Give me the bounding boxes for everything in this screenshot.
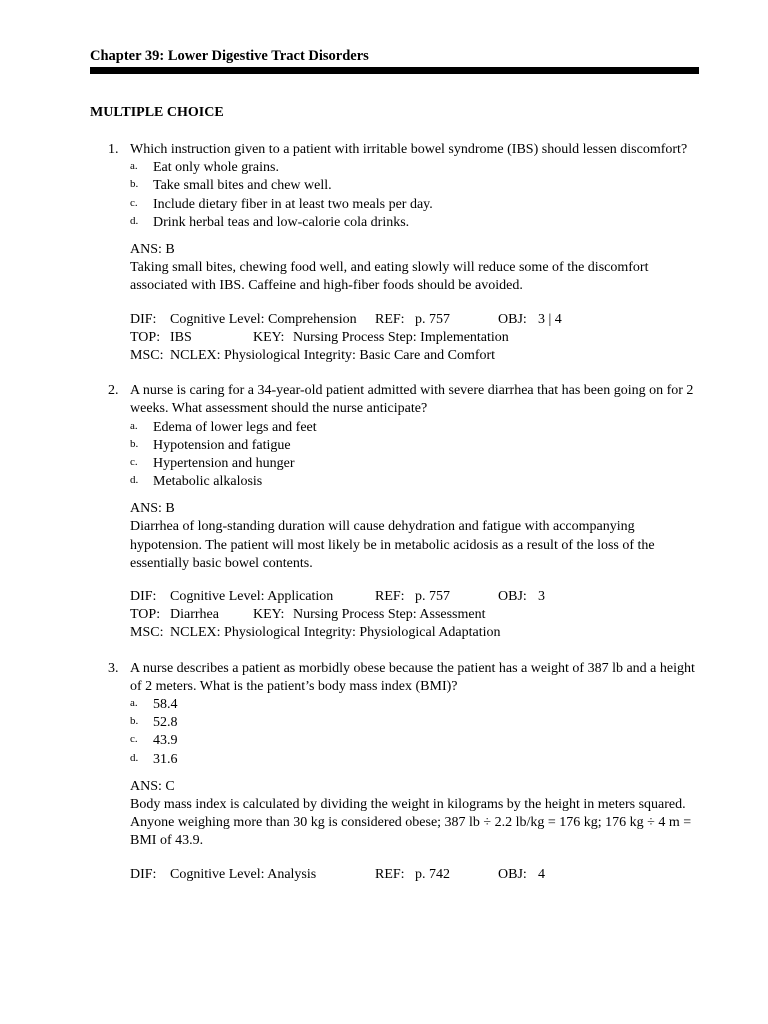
key-value: Nursing Process Step: Implementation: [293, 329, 509, 345]
option-letter: c.: [130, 455, 138, 468]
obj-label: OBJ:: [498, 589, 527, 605]
option-c: [130, 455, 700, 473]
meta-row-dif: [130, 311, 700, 329]
option-text: Include dietary fiber in at least two meals per day.: [153, 196, 433, 212]
document-page: [90, 46, 700, 884]
top-label: TOP:: [130, 329, 161, 345]
option-text: Eat only whole grains.: [153, 160, 279, 176]
obj-value: 3 | 4: [538, 311, 562, 327]
option-text: Take small bites and chew well.: [153, 178, 332, 194]
ref-value: p. 757: [415, 311, 450, 327]
obj-label: OBJ:: [498, 311, 527, 327]
answer-options: [130, 696, 700, 769]
option-letter: b.: [130, 178, 139, 191]
dif-label: DIF:: [130, 589, 157, 605]
option-a: [130, 696, 700, 714]
title-rule: [90, 67, 699, 74]
option-letter: a.: [130, 160, 138, 173]
option-letter: d.: [130, 214, 139, 227]
msc-label: MSC:: [130, 347, 164, 363]
question-stem: A nurse describes a patient as morbidly obese because the patient has a weight of 387 lb and a height of 2 meters. What is the patient’s body mass index (BMI)?: [130, 660, 695, 694]
option-letter: a.: [130, 697, 138, 710]
top-value: Diarrhea: [170, 607, 219, 623]
answer-options: [130, 159, 700, 232]
meta-row-dif: [130, 588, 700, 606]
ref-value: p. 757: [415, 589, 450, 605]
option-text: Edema of lower legs and feet: [153, 419, 317, 435]
option-b: [130, 714, 700, 732]
obj-value: 3: [538, 589, 545, 605]
question-metadata: [130, 866, 700, 884]
option-b: [130, 177, 700, 195]
msc-label: MSC:: [130, 625, 164, 641]
option-a: [130, 419, 700, 437]
top-value: IBS: [170, 329, 192, 345]
option-text: Metabolic alkalosis: [153, 474, 263, 490]
answer-options: [130, 419, 700, 492]
option-text: Hypotension and fatigue: [153, 437, 291, 453]
obj-label: OBJ:: [498, 866, 527, 882]
option-letter: c.: [130, 733, 138, 746]
answer-key: ANS: B: [130, 241, 175, 257]
dif-label: DIF:: [130, 866, 157, 882]
rationale: Taking small bites, chewing food well, and eating slowly will reduce some of the discomfort associated with IBS. Caffeine and high-fiber foods should be avoided.: [130, 260, 649, 294]
key-label: KEY:: [253, 329, 285, 345]
rationale: Body mass index is calculated by dividing the weight in kilograms by the height in meters squared. Anyone weighing more than 30 kg is considered obese; 387 lb ÷ 2.2 lb/kg = 176 kg; 176 kg ÷ 4 m = BMI of 43.9.: [130, 797, 692, 849]
rationale: Diarrhea of long-standing duration will cause dehydration and fatigue with accompanying hypotension. The patient will most likely be in metabolic acidosis as a result of the loss of the essentially basic bowel contents.: [130, 519, 655, 571]
dif-value: Cognitive Level: Comprehension: [170, 311, 357, 327]
meta-row-top: [130, 329, 700, 347]
option-text: Hypertension and hunger: [153, 455, 295, 471]
option-c: [130, 196, 700, 214]
option-d: [130, 473, 700, 491]
question-metadata: [130, 588, 700, 643]
meta-row-top: [130, 606, 700, 624]
ref-value: p. 742: [415, 866, 450, 882]
option-letter: b.: [130, 715, 139, 728]
section-heading: MULTIPLE CHOICE: [90, 105, 224, 120]
dif-value: Cognitive Level: Analysis: [170, 866, 317, 882]
chapter-title: Chapter 39: Lower Digestive Tract Disorders: [90, 48, 369, 64]
answer-key: ANS: C: [130, 778, 175, 794]
option-letter: d.: [130, 751, 139, 764]
question-stem: A nurse is caring for a 34-year-old patient admitted with severe diarrhea that has been going on for 2 weeks. What assessment should the nurse anticipate?: [130, 383, 694, 417]
option-text: Drink herbal teas and low-calorie cola drinks.: [153, 214, 410, 230]
dif-label: DIF:: [130, 311, 157, 327]
key-value: Nursing Process Step: Assessment: [293, 607, 486, 623]
option-letter: c.: [130, 196, 138, 209]
msc-value: NCLEX: Physiological Integrity: Basic Care and Comfort: [170, 347, 496, 363]
option-letter: a.: [130, 419, 138, 432]
meta-row-dif: [130, 866, 700, 884]
option-letter: d.: [130, 474, 139, 487]
question-number: 3.: [108, 660, 119, 676]
msc-value: NCLEX: Physiological Integrity: Physiological Adaptation: [170, 625, 501, 641]
ref-label: REF:: [375, 866, 405, 882]
question-2: [90, 382, 700, 643]
option-text: 52.8: [153, 715, 178, 731]
option-c: [130, 732, 700, 750]
question-metadata: [130, 311, 700, 366]
option-text: 58.4: [153, 697, 178, 713]
ref-label: REF:: [375, 589, 405, 605]
question-number: 1.: [108, 142, 119, 157]
key-label: KEY:: [253, 607, 285, 623]
option-a: [130, 159, 700, 177]
question-1: [90, 141, 700, 365]
top-label: TOP:: [130, 607, 161, 623]
obj-value: 4: [538, 866, 545, 882]
option-letter: b.: [130, 437, 139, 450]
question-stem: Which instruction given to a patient with irritable bowel syndrome (IBS) should lessen discomfort?: [130, 142, 688, 157]
option-text: 31.6: [153, 751, 178, 767]
meta-row-msc: [130, 347, 700, 365]
answer-key: ANS: B: [130, 501, 175, 517]
ref-label: REF:: [375, 311, 405, 327]
meta-row-msc: [130, 624, 700, 642]
option-text: 43.9: [153, 733, 178, 749]
dif-value: Cognitive Level: Application: [170, 589, 334, 605]
option-d: [130, 214, 700, 232]
option-b: [130, 437, 700, 455]
question-number: 2.: [108, 383, 119, 399]
question-3: [90, 660, 700, 884]
option-d: [130, 751, 700, 769]
